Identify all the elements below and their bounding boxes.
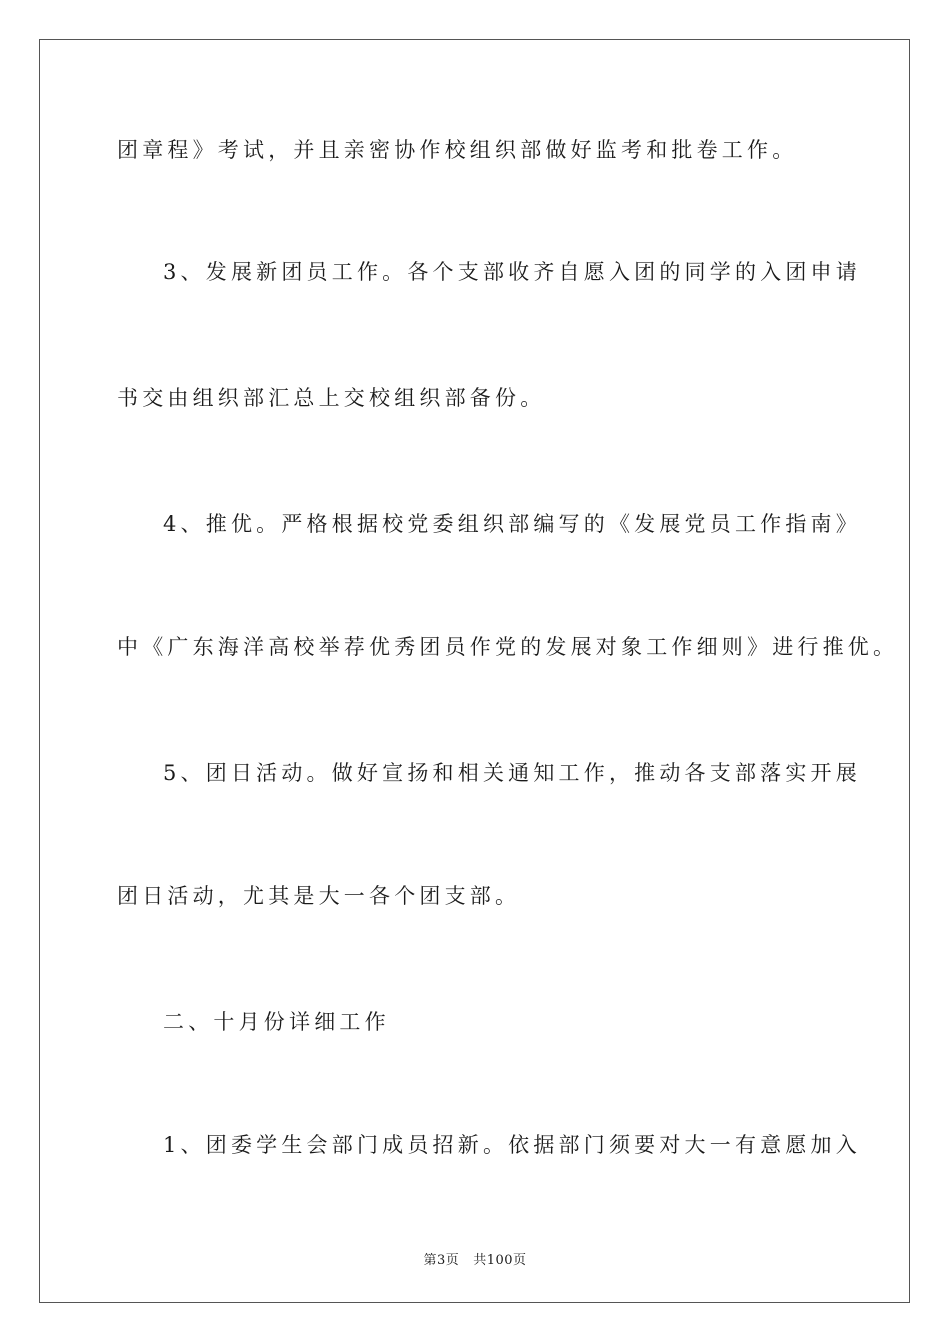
section-heading: 二、十月份详细工作 (163, 1010, 390, 1034)
paragraph-line: 3、发展新团员工作。各个支部收齐自愿入团的同学的入团申请 (163, 260, 861, 284)
paragraph-line: 团章程》考试，并且亲密协作校组织部做好监考和批卷工作。 (117, 138, 798, 162)
page-number: 第3页 (423, 1253, 460, 1268)
page-footer (0, 1249, 950, 1268)
paragraph-line: 书交由组织部汇总上交校组织部备份。 (117, 386, 546, 410)
paragraph-line: 1、团委学生会部门成员招新。依据部门须要对大一有意愿加入 (163, 1133, 861, 1157)
paragraph-line: 中《广东海洋高校举荐优秀团员作党的发展对象工作细则》进行推优。 (117, 635, 899, 659)
paragraph-line: 5、团日活动。做好宣扬和相关通知工作，推动各支部落实开展 (163, 761, 861, 785)
page-border (39, 39, 910, 1303)
paragraph-line: 4、推优。严格根据校党委组织部编写的《发展党员工作指南》 (163, 512, 861, 536)
paragraph-line: 团日活动，尤其是大一各个团支部。 (117, 884, 521, 908)
page-total: 共100页 (473, 1253, 527, 1268)
